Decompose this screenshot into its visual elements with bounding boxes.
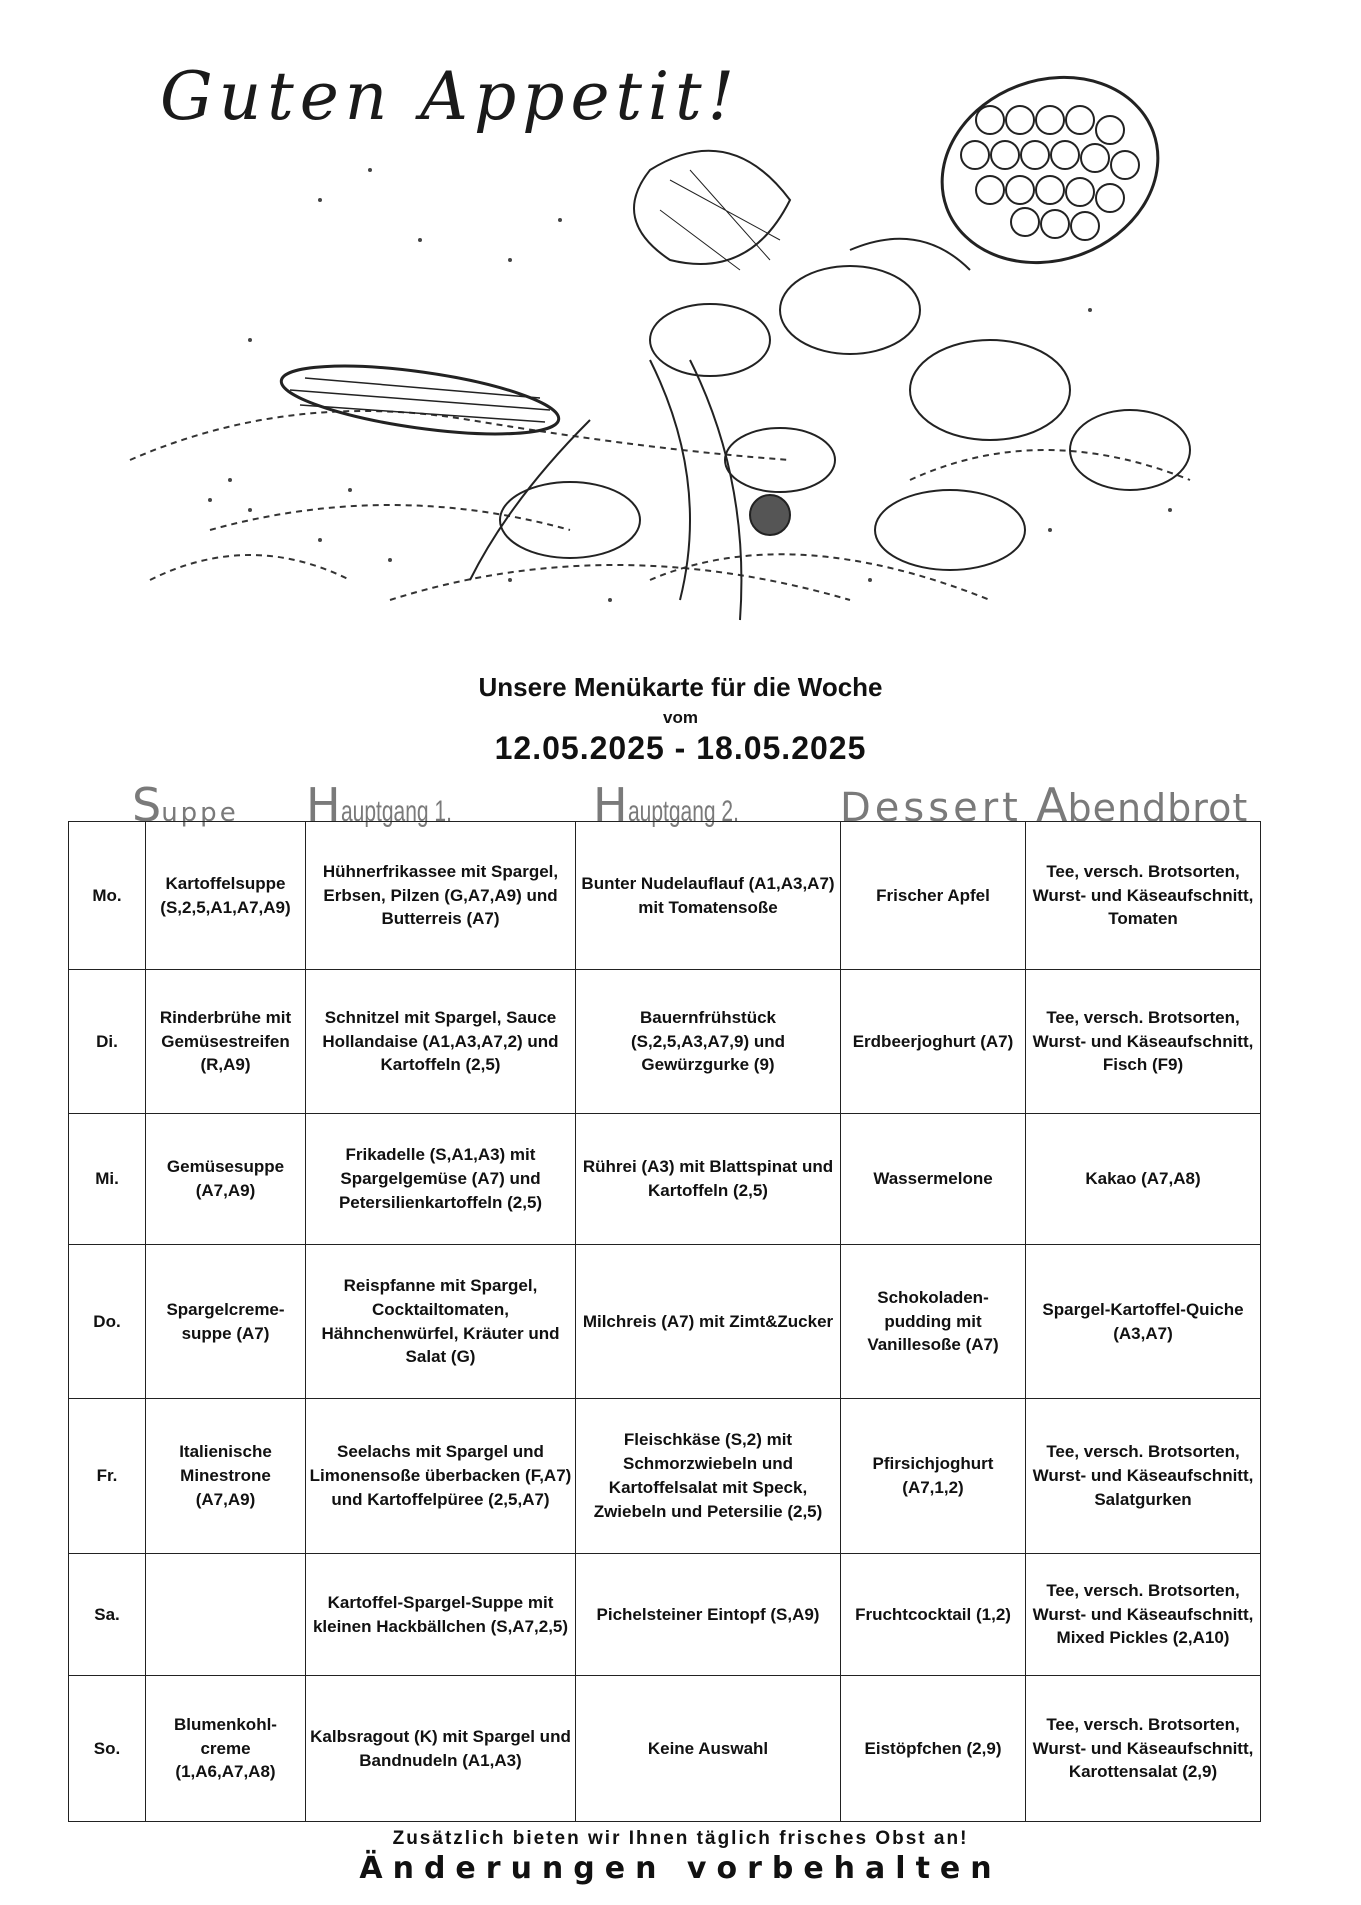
hauptgang-2-cell: Fleischkäse (S,2) mit Schmorzwiebeln und Kartoffelsalat mit Speck, Zwiebeln und Petersilie (2,5) [576,1399,841,1554]
changes-reserved-note: Änderungen vorbehalten [359,1851,1002,1886]
day-cell: Fr. [69,1399,146,1554]
hauptgang-2-cell: Pichelsteiner Eintopf (S,A9) [576,1554,841,1676]
suppe-cell [146,1554,306,1676]
table-row [69,1399,1261,1554]
hauptgang-2-cell: Bauernfrühstück (S,2,5,A3,A7,9) und Gewürzgurke (9) [576,970,841,1114]
day-cell: Mi. [69,1114,146,1245]
table-row [69,1245,1261,1399]
column-header-hauptgang-1: Hauptgang 1. [306,778,452,832]
hauptgang-1-cell: Schnitzel mit Spargel, Sauce Hollandaise (A1,A3,A7,2) und Kartoffeln (2,5) [306,970,576,1114]
hauptgang-1-cell: Hühnerfrikassee mit Spargel, Erbsen, Pilzen (G,A7,A9) und Butterreis (A7) [306,822,576,970]
dessert-cell: Schokoladen-pudding mit Vanillesoße (A7) [841,1245,1026,1399]
abendbrot-cell: Tee, versch. Brotsorten, Wurst- und Käseaufschnitt, Fisch (F9) [1026,970,1261,1114]
column-header-dessert: Dessert [840,785,1022,831]
weekly-menu-table [68,821,1261,1822]
dessert-cell: Erdbeerjoghurt (A7) [841,970,1026,1114]
abendbrot-cell: Spargel-Kartoffel-Quiche (A3,A7) [1026,1245,1261,1399]
suppe-cell: Gemüsesuppe (A7,A9) [146,1114,306,1245]
abendbrot-cell: Tee, versch. Brotsorten, Wurst- und Käseaufschnitt, Tomaten [1026,822,1261,970]
abendbrot-cell: Tee, versch. Brotsorten, Wurst- und Käseaufschnitt, Salatgurken [1026,1399,1261,1554]
day-cell: Sa. [69,1554,146,1676]
table-row [69,1554,1261,1676]
greeting-title: Guten Appetit! [160,58,741,135]
table-row [69,1114,1261,1245]
suppe-cell: Italienische Minestrone (A7,A9) [146,1399,306,1554]
hauptgang-2-cell: Milchreis (A7) mit Zimt&Zucker [576,1245,841,1399]
abendbrot-cell: Kakao (A7,A8) [1026,1114,1261,1245]
day-cell: So. [69,1676,146,1822]
abendbrot-cell: Tee, versch. Brotsorten, Wurst- und Käseaufschnitt, Mixed Pickles (2,A10) [1026,1554,1261,1676]
hauptgang-1-cell: Kalbsragout (K) mit Spargel und Bandnudeln (A1,A3) [306,1676,576,1822]
table-row [69,822,1261,970]
dessert-cell: Pfirsichjoghurt (A7,1,2) [841,1399,1026,1554]
date-range: 12.05.2025 - 18.05.2025 [494,730,867,766]
column-header-abendbrot: Abendbrot [1036,778,1249,832]
dessert-cell: Fruchtcocktail (1,2) [841,1554,1026,1676]
column-header-suppe: Suppe [132,778,239,832]
dessert-cell: Eistöpfchen (2,9) [841,1676,1026,1822]
day-cell: Do. [69,1245,146,1399]
dessert-cell: Wassermelone [841,1114,1026,1245]
day-cell: Mo. [69,822,146,970]
daily-fruit-note: Zusätzlich bieten wir Ihnen täglich frisches Obst an! [392,1828,969,1849]
vom-label: vom [663,708,698,727]
vegetable-still-life-illustration [90,60,1220,660]
hauptgang-1-cell: Kartoffel-Spargel-Suppe mit kleinen Hackbällchen (S,A7,2,5) [306,1554,576,1676]
column-header-hauptgang-2: Hauptgang 2. [593,778,739,832]
hauptgang-2-cell: Keine Auswahl [576,1676,841,1822]
table-row [69,1676,1261,1822]
suppe-cell: Spargelcreme-suppe (A7) [146,1245,306,1399]
suppe-cell: Rinderbrühe mit Gemüsestreifen (R,A9) [146,970,306,1114]
hauptgang-2-cell: Rührei (A3) mit Blattspinat und Kartoffeln (2,5) [576,1114,841,1245]
day-cell: Di. [69,970,146,1114]
hauptgang-1-cell: Frikadelle (S,A1,A3) mit Spargelgemüse (A7) und Petersilienkartoffeln (2,5) [306,1114,576,1245]
hauptgang-1-cell: Seelachs mit Spargel und Limonensoße überbacken (F,A7) und Kartoffelpüree (2,5,A7) [306,1399,576,1554]
suppe-cell: Blumenkohl-creme (1,A6,A7,A8) [146,1676,306,1822]
menu-title: Unsere Menükarte für die Woche [478,672,883,702]
abendbrot-cell: Tee, versch. Brotsorten, Wurst- und Käseaufschnitt, Karottensalat (2,9) [1026,1676,1261,1822]
table-row [69,970,1261,1114]
hauptgang-2-cell: Bunter Nudelauflauf (A1,A3,A7) mit Tomatensoße [576,822,841,970]
hauptgang-1-cell: Reispfanne mit Spargel, Cocktailtomaten, Hähnchenwürfel, Kräuter und Salat (G) [306,1245,576,1399]
suppe-cell: Kartoffelsuppe (S,2,5,A1,A7,A9) [146,822,306,970]
dessert-cell: Frischer Apfel [841,822,1026,970]
